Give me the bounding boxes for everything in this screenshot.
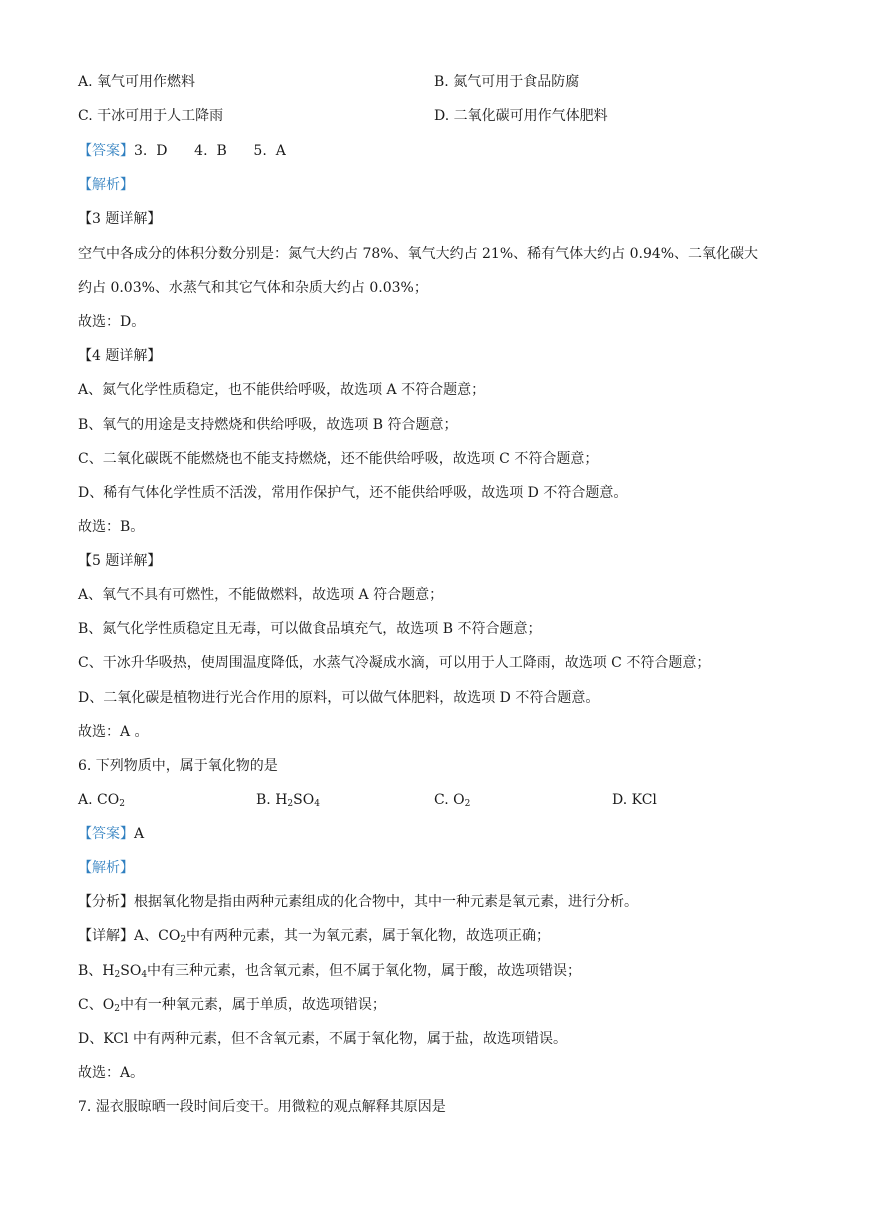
option-b: B. 氮气可用于食品防腐 bbox=[434, 74, 580, 90]
q5-a: A、氧气不具有可燃性，不能做燃料，故选项 A 符合题意； bbox=[78, 587, 444, 603]
q3-choice: 故选：D。 bbox=[78, 314, 146, 330]
q6-analysis-tag: 【解析】 bbox=[78, 860, 134, 876]
q6-answer-tag: 【答案】 bbox=[78, 826, 134, 842]
q6-option-d: D. KCl bbox=[612, 792, 657, 808]
q3-heading: 【3 题详解】 bbox=[78, 211, 162, 227]
answer-text: 3. D 4. B 5. A bbox=[134, 143, 286, 159]
q6-detail-c: C、$O_2$中有一种氧元素，属于单质，故选项错误； bbox=[78, 997, 386, 1014]
option-c: C. 干冰可用于人工降雨 bbox=[78, 108, 224, 124]
answer-line bbox=[78, 141, 286, 161]
q6-stem: 6. 下列物质中，属于氧化物的是 bbox=[78, 758, 278, 774]
q7-stem: 7. 湿衣服晾晒一段时间后变干。用微粒的观点解释其原因是 bbox=[78, 1099, 446, 1115]
q4-c: C、二氧化碳既不能燃烧也不能支持燃烧，还不能供给呼吸，故选项 C 不符合题意； bbox=[78, 451, 599, 467]
q6-option-c: C. $O_2$ bbox=[434, 792, 471, 809]
q6-detail-d: D、KCl 中有两种元素，但不含氧元素，不属于氧化物，属于盐，故选项错误。 bbox=[78, 1031, 567, 1047]
q4-choice: 故选：B。 bbox=[78, 519, 145, 535]
q6-analysis-text: 根据氧化物是指由两种元素组成的化合物中，其中一种元素是氧元素，进行分析。 bbox=[134, 894, 638, 910]
q4-b: B、氧气的用途是支持燃烧和供给呼吸，故选项 B 符合题意； bbox=[78, 417, 458, 433]
q6-analysis-label: 【分析】 bbox=[78, 894, 134, 910]
q4-a: A、氮气化学性质稳定，也不能供给呼吸，故选项 A 不符合题意； bbox=[78, 382, 486, 398]
q5-c: C、干冰升华吸热，使周围温度降低，水蒸气冷凝成水滴，可以用于人工降雨，故选项 C 不符合题意； bbox=[78, 655, 711, 671]
q6-detail-b: B、$H_2SO_4$中有三种元素，也含氧元素，但不属于氧化物，属于酸，故选项错误； bbox=[78, 963, 582, 980]
q5-d: D、二氧化碳是植物进行光合作用的原料，可以做气体肥料，故选项 D 不符合题意。 bbox=[78, 690, 600, 706]
q5-choice: 故选：A 。 bbox=[78, 724, 149, 740]
q4-heading: 【4 题详解】 bbox=[78, 348, 162, 364]
q6-analysis bbox=[78, 892, 638, 912]
option-a: A. 氧气可用作燃料 bbox=[78, 74, 196, 90]
q6-detail-label: 【详解】 bbox=[78, 928, 134, 944]
analysis-tag: 【解析】 bbox=[78, 177, 134, 193]
q6-answer-line bbox=[78, 824, 144, 844]
q5-b: B、氮气化学性质稳定且无毒，可以做食品填充气，故选项 B 不符合题意； bbox=[78, 621, 542, 637]
q3-line1: 空气中各成分的体积分数分别是：氮气大约占 78%、氧气大约占 21%、稀有气体大约占 0.94%、二氧化碳大 bbox=[78, 246, 759, 262]
q6-answer: A bbox=[134, 826, 145, 842]
q6-option-b: B. $H_2SO_4$ bbox=[256, 792, 320, 809]
q5-heading: 【5 题详解】 bbox=[78, 553, 162, 569]
answer-tag: 【答案】 bbox=[78, 143, 134, 159]
option-d: D. 二氧化碳可用作气体肥料 bbox=[434, 108, 608, 124]
q6-choice: 故选：A。 bbox=[78, 1065, 145, 1081]
q6-option-a: A. $CO_2$ bbox=[78, 792, 125, 809]
q4-d: D、稀有气体化学性质不活泼，常用作保护气，还不能供给呼吸，故选项 D 不符合题意。 bbox=[78, 485, 628, 501]
q3-line2: 约占 0.03%、水蒸气和其它气体和杂质大约占 0.03%； bbox=[78, 280, 428, 296]
q6-detail-a: 【详解】A、$CO_2$中有两种元素，其一为氧元素，属于氧化物，故选项正确； bbox=[78, 928, 551, 945]
